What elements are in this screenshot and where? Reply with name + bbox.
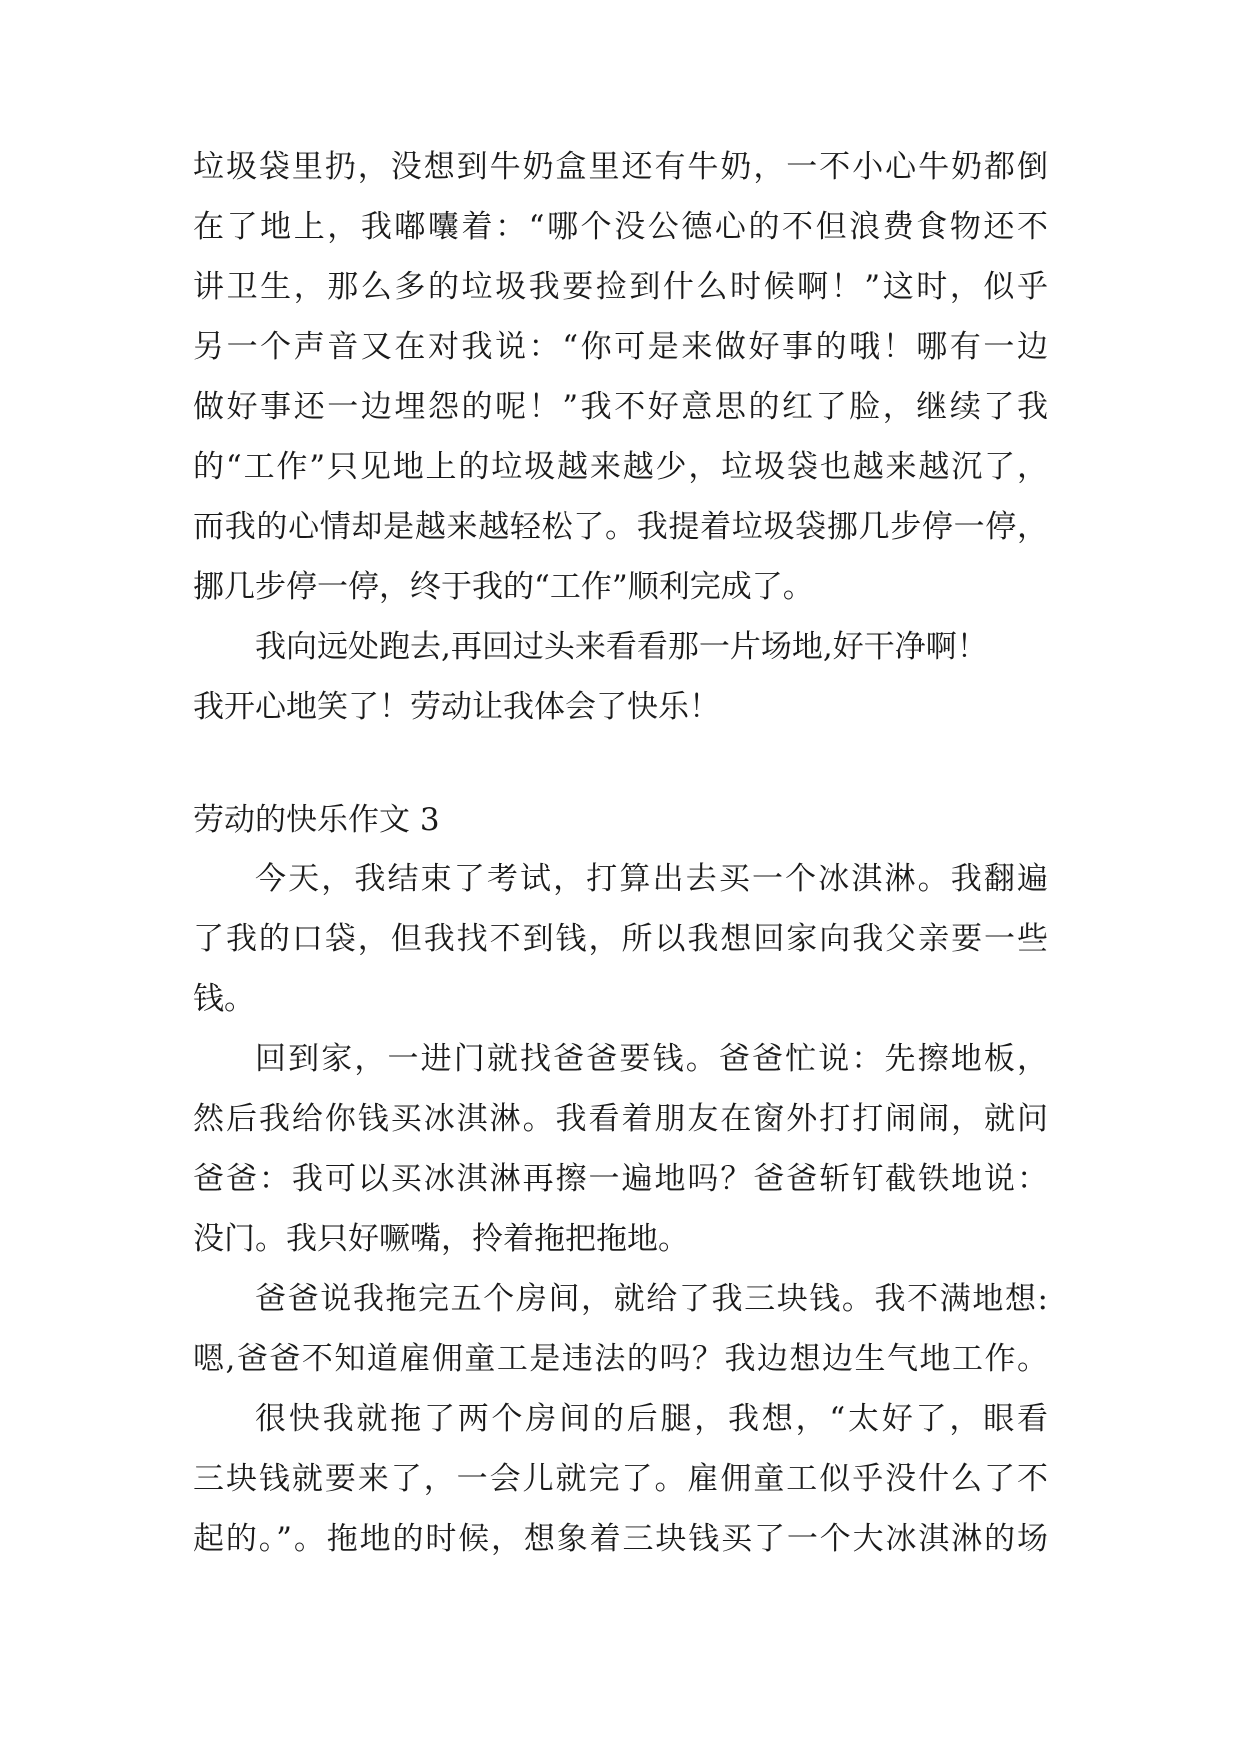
paragraph-1	[193, 849, 1048, 1029]
paragraph-2	[193, 1029, 1048, 1269]
text-line: 钱。	[193, 981, 255, 1017]
text-line: 然后我给你钱买冰淇淋。我看着朋友在窗外打打闹闹，就问	[193, 1101, 1048, 1137]
text-line: 爸爸说我拖完五个房间，就给了我三块钱。我不满地想:	[255, 1281, 1048, 1317]
text-line: 很快我就拖了两个房间的后腿，我想，“太好了，眼看	[255, 1401, 1048, 1437]
paragraph-4	[193, 1389, 1048, 1569]
text-line: 嗯,爸爸不知道雇佣童工是违法的吗？我边想边生气地工作。	[193, 1341, 1048, 1377]
text-line: 了我的口袋，但我找不到钱，所以我想回家向我父亲要一些	[193, 921, 1048, 957]
text-line: 的“工作”只见地上的垃圾越来越少，垃圾袋也越来越沉了，	[193, 449, 1048, 485]
text-line: 三块钱就要来了，一会儿就完了。雇佣童工似乎没什么了不	[193, 1461, 1048, 1497]
text-line: 没门。我只好噘嘴，拎着拖把拖地。	[193, 1221, 689, 1257]
text-line: 爸爸：我可以买冰淇淋再擦一遍地吗？爸爸斩钉截铁地说：	[193, 1161, 1048, 1197]
text-line: 讲卫生，那么多的垃圾我要捡到什么时候啊！”这时，似乎	[193, 269, 1048, 305]
text-line: 而我的心情却是越来越轻松了。我提着垃圾袋挪几步停一停，	[193, 509, 1048, 545]
text-line: 垃圾袋里扔，没想到牛奶盒里还有牛奶，一不小心牛奶都倒	[193, 149, 1048, 185]
section-title: 劳动的快乐作文 3	[193, 802, 440, 838]
text-line: 我向远处跑去,再回过头来看看那一片场地,好干净啊！	[255, 629, 988, 665]
text-line: 我开心地笑了！劳动让我体会了快乐！	[193, 689, 720, 725]
text-line: 另一个声音又在对我说：“你可是来做好事的哦！哪有一边	[193, 329, 1048, 365]
text-line: 在了地上，我嘟囔着：“哪个没公德心的不但浪费食物还不	[193, 209, 1048, 245]
text-line: 挪几步停一停，终于我的“工作”顺利完成了。	[193, 569, 814, 605]
paragraph-3	[193, 1269, 1048, 1389]
text-line: 今天，我结束了考试，打算出去买一个冰淇淋。我翻遍	[255, 861, 1048, 897]
paragraph-ending	[193, 617, 1048, 737]
text-line: 做好事还一边埋怨的呢！”我不好意思的红了脸，继续了我	[193, 389, 1048, 425]
text-line: 起的。”。拖地的时候，想象着三块钱买了一个大冰淇淋的场	[193, 1521, 1048, 1557]
text-line: 回到家，一进门就找爸爸要钱。爸爸忙说：先擦地板，	[255, 1041, 1048, 1077]
paragraph-continued	[193, 137, 1048, 617]
